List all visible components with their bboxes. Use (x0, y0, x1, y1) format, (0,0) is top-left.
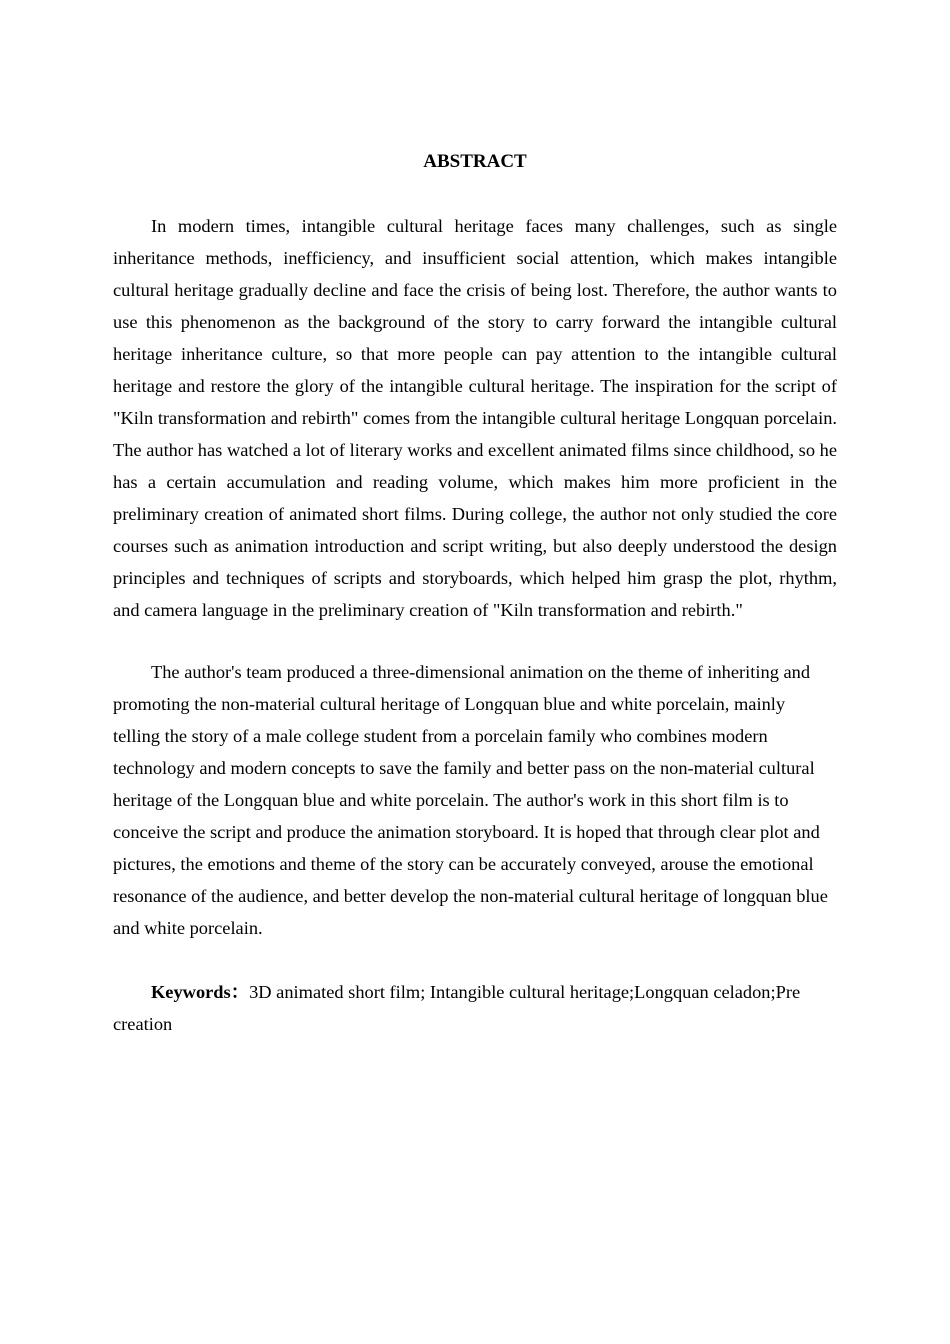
abstract-paragraph-1: In modern times, intangible cultural heritage faces many challenges, such as single inheritance methods, inefficiency, and insufficient social attention, which makes intangible cultural heritage gradually decline and face the crisis of being lost. Therefore, the author wants to use this phenomenon as the background of the story to carry forward the intangible cultural heritage inheritance culture, so that more people can pay attention to the intangible cultural heritage and restore the glory of the intangible cultural heritage. The inspiration for the script of "Kiln transformation and rebirth" comes from the intangible cultural heritage Longquan porcelain. The author has watched a lot of literary works and excellent animated films since childhood, so he has a certain accumulation and reading volume, which makes him more proficient in the preliminary creation of animated short films. During college, the author not only studied the core courses such as animation introduction and script writing, but also deeply understood the design principles and techniques of scripts and storyboards, which helped him grasp the plot, rhythm, and camera language in the preliminary creation of "Kiln transformation and rebirth." (113, 216, 837, 620)
keywords-line (113, 976, 837, 1040)
keywords-text: 3D animated short film; Intangible cultural heritage;Longquan celadon;Pre creation (113, 982, 801, 1034)
keywords-separator: ： (230, 982, 250, 1002)
abstract-title: ABSTRACT (423, 151, 527, 172)
keywords-label: Keywords (151, 982, 231, 1002)
abstract-paragraph-2: The author's team produced a three-dimensional animation on the theme of inheriting and promoting the non-material cultural heritage of Longquan blue and white porcelain, mainly telling the story of a male college student from a porcelain family who combines modern technology and modern concepts to save the family and better pass on the non-material cultural heritage of the Longquan blue and white porcelain. The author's work in this short film is to conceive the script and produce the animation storyboard. It is hoped that through clear plot and pictures, the emotions and theme of the story can be accurately conveyed, arouse the emotional resonance of the audience, and better develop the non-material cultural heritage of longquan blue and white porcelain. (113, 662, 828, 938)
